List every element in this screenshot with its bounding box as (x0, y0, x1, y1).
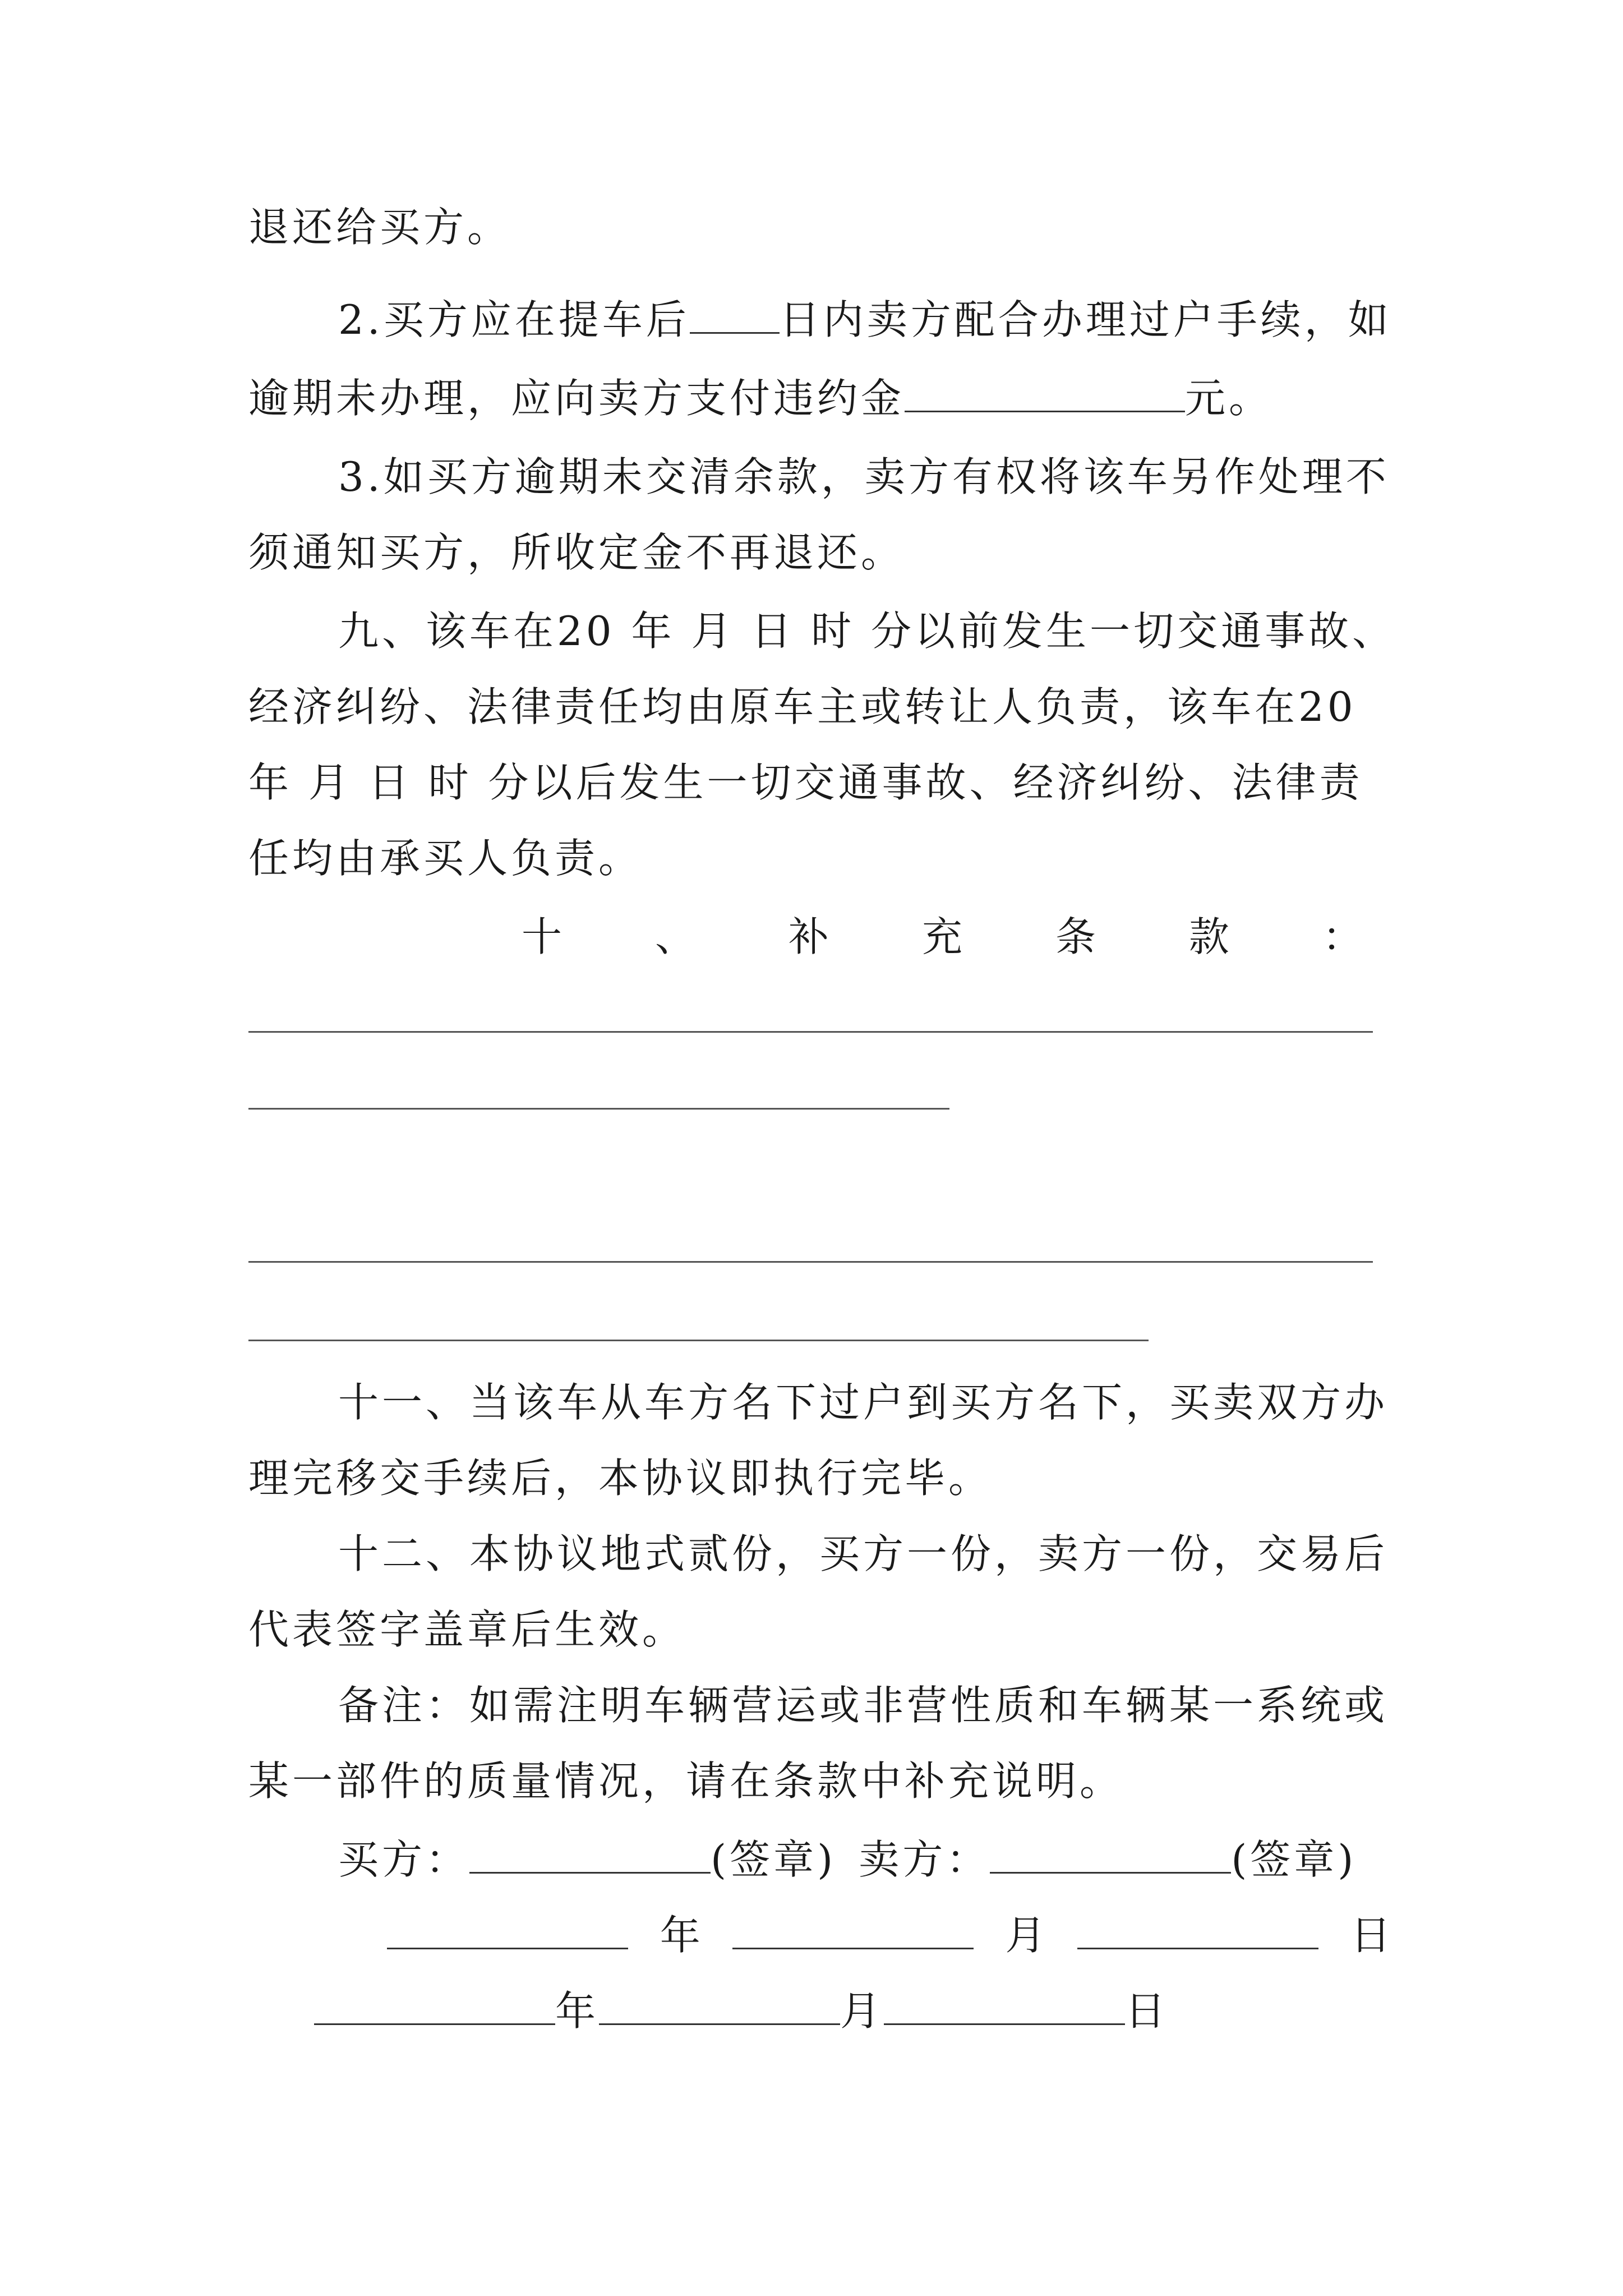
text-clause-9-line4: 任均由承买人负责。 (248, 835, 643, 882)
clause-10-char: 充 (921, 913, 962, 960)
text-clause-12-line2: 代表签字盖章后生效。 (248, 1606, 686, 1653)
text-clause-8-2-b: 日内卖方配合办理过户手续，如 (779, 296, 1392, 343)
date-line-2 (314, 1983, 1453, 2039)
clause-8-2-line2 (248, 370, 1387, 426)
clause-10-char: 款 (1188, 913, 1229, 960)
clause-9-line4 (248, 830, 1387, 886)
clause-11-line2 (248, 1450, 1387, 1506)
seller-label: 卖方： (859, 1836, 990, 1883)
blank-days[interactable] (690, 293, 780, 334)
clause-9-line1 (338, 603, 1477, 659)
clause-10-char: 条 (1055, 913, 1096, 960)
clause-8-3-line2 (248, 524, 1387, 581)
text-note-line2: 某一部件的质量情况，请在条款中补充说明。 (248, 1757, 1124, 1805)
supplement-blank-line-3[interactable] (248, 1261, 1373, 1263)
clause-8-2-line1 (338, 292, 1477, 348)
date2-day-field[interactable] (884, 1984, 1125, 2025)
date2-year-field[interactable] (314, 1984, 555, 2025)
text-clause-11-line2: 理完移交手续后，本协议即执行完毕。 (248, 1455, 993, 1502)
note-line1 (338, 1677, 1477, 1733)
date-line-1 (387, 1907, 1391, 1963)
date2-day-label: 日 (1125, 1987, 1169, 2035)
clause-12-line1 (338, 1526, 1477, 1582)
supplement-blank-line-2[interactable] (248, 1108, 949, 1110)
text-clause-9-line2: 经济纠纷、法律责任均由原车主或转让人负责，该车在20 (248, 683, 1357, 730)
buyer-signature-field[interactable] (469, 1833, 711, 1874)
seller-seal-label: (签章) (1231, 1836, 1357, 1883)
buyer-label: 买方： (338, 1836, 470, 1883)
clause-8-3-line1 (338, 449, 1477, 505)
text-clause-8-2-a: 2.买方应在提车后 (338, 296, 690, 343)
date2-year-label: 年 (555, 1987, 600, 2035)
clause-10-char: 补 (788, 913, 829, 960)
clause-9-line2 (248, 679, 1387, 735)
date1-day-label: 日 (1350, 1912, 1391, 1959)
text-clause-8-2-c: 逾期未办理，应向卖方支付违约金 (248, 375, 905, 422)
supplement-blank-line-4[interactable] (248, 1340, 1149, 1341)
clause-12-line2 (248, 1602, 1387, 1658)
date1-month-field[interactable] (732, 1908, 974, 1949)
text-note-line1: 备注：如需注明车辆营运或非营性质和车辆某一系统或 (338, 1682, 1389, 1729)
clause-10-char: 十 (522, 913, 562, 960)
clause-11-line1 (338, 1374, 1477, 1430)
text-clause-12-line1: 十二、本协议地式贰份，买方一份，卖方一份，交易后 (338, 1530, 1389, 1577)
clause-10-char: ： (1322, 913, 1363, 960)
text-refund-tail: 退还给买方。 (248, 204, 511, 251)
note-line2 (248, 1753, 1387, 1809)
text-clause-9-line3: 年 月 日 时 分以后发生一切交通事故、经济纠纷、法律责 (248, 759, 1363, 806)
refund-tail-line (248, 199, 1387, 255)
date1-day-field[interactable] (1077, 1908, 1318, 1949)
text-clause-8-3-line1: 3.如买方逾期未交清余款，卖方有权将该车另作处理不 (338, 453, 1390, 500)
date1-year-label: 年 (660, 1912, 700, 1959)
signature-line (338, 1832, 1477, 1888)
date2-month-label: 月 (840, 1987, 884, 2035)
date2-month-field[interactable] (599, 1984, 840, 2025)
clause-9-line3 (248, 754, 1387, 811)
supplement-blank-line-1[interactable] (248, 1031, 1373, 1033)
text-clause-8-2-d: 元。 (1185, 375, 1273, 422)
clause-10-heading (522, 909, 1363, 965)
blank-penalty-amount[interactable] (905, 371, 1185, 412)
date1-month-label: 月 (1005, 1912, 1046, 1959)
text-clause-8-3-line2: 须通知买方，所收定金不再退还。 (248, 529, 905, 576)
date1-year-field[interactable] (387, 1908, 628, 1949)
text-clause-11-line1: 十一、当该车从车方名下过户到买方名下，买卖双方办 (338, 1379, 1389, 1426)
seller-signature-field[interactable] (990, 1833, 1231, 1874)
text-clause-9-line1: 九、该车在20 年 月 日 时 分以前发生一切交通事故、 (338, 608, 1396, 655)
buyer-seal-label: (签章) (711, 1836, 837, 1883)
clause-10-char: 、 (654, 913, 695, 960)
